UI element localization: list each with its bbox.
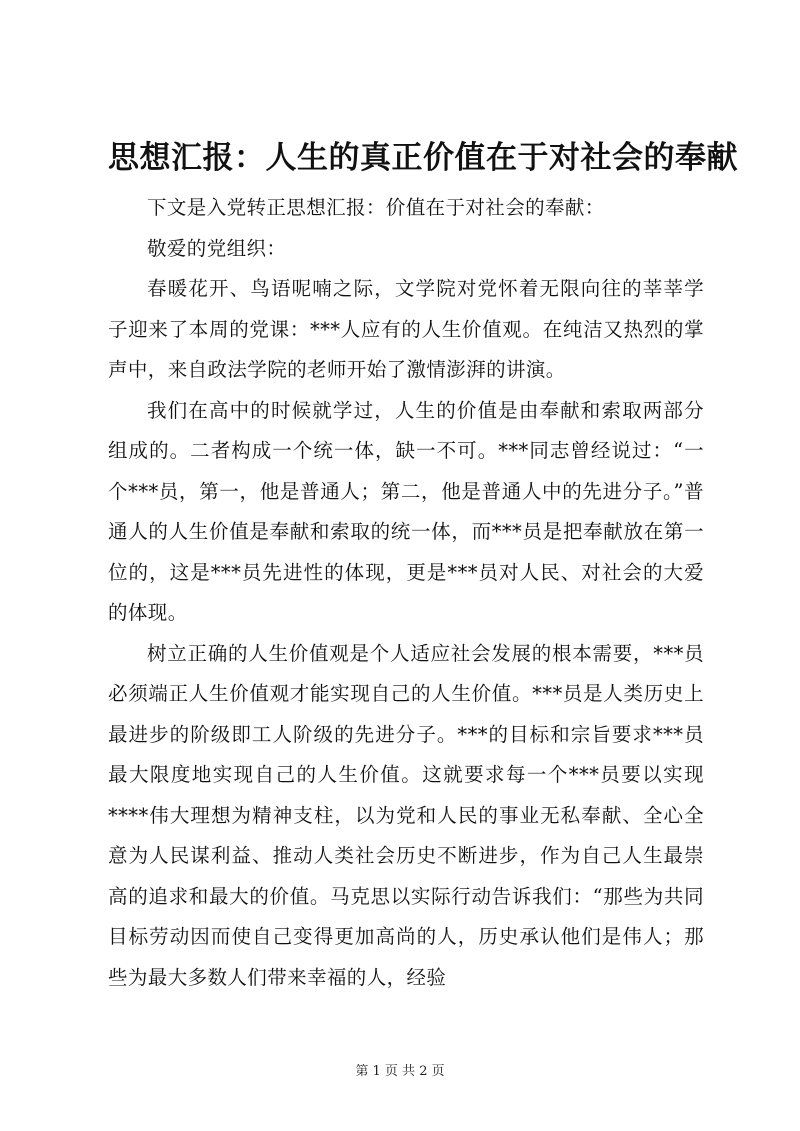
document-body [108, 188, 704, 998]
body-paragraph: 树立正确的人生价值观是个人适应社会发展的根本需要，***员必须端正人生价值观才能实现自己的人生价值。***员是人类历史上最进步的阶级即工人阶级的先进分子。***的目标和宗旨要求***员最大限度地实现自己的人生价值。这就要求每一个***员要以实现****伟大理想为精神支柱，以为党和人民的事业无私奉献、全心全意为人民谋利益、推动人类社会历史不断进步，作为自己人生最崇高的追求和最大的价值。马克思以实际行动告诉我们：“那些为共同目标劳动因而使自己变得更加高尚的人，历史承认他们是伟人；那些为最大多数人们带来幸福的人，经验 [108, 641, 704, 989]
page-footer: 第 1 页 共 2 页 [355, 1064, 445, 1079]
intro-paragraph: 下文是入党转正思想汇报：价值在于对社会的奉献： [147, 196, 605, 219]
body-paragraph: 我们在高中的时候就学过，人生的价值是由奉献和索取两部分组成的。二者构成一个统一体，缺一不可。***同志曾经说过：“一个***员，第一，他是普通人；第二，他是普通人中的先进分子。”普通人的人生价值是奉献和索取的统一体，而***员是把奉献放在第一位的，这是***员先进性的体现，更是***员对人民、对社会的大爱的体现。 [108, 398, 704, 624]
document-title: 思想汇报：人生的真正价值在于对社会的奉献 [108, 140, 738, 176]
salutation: 敬爱的党组织： [147, 236, 287, 260]
body-paragraph: 春暖花开、鸟语呢喃之际，文学院对党怀着无限向往的莘莘学子迎来了本周的党课：***人应有的人生价值观。在纯洁又热烈的掌声中，来自政法学院的老师开始了激情澎湃的讲演。 [108, 277, 704, 381]
